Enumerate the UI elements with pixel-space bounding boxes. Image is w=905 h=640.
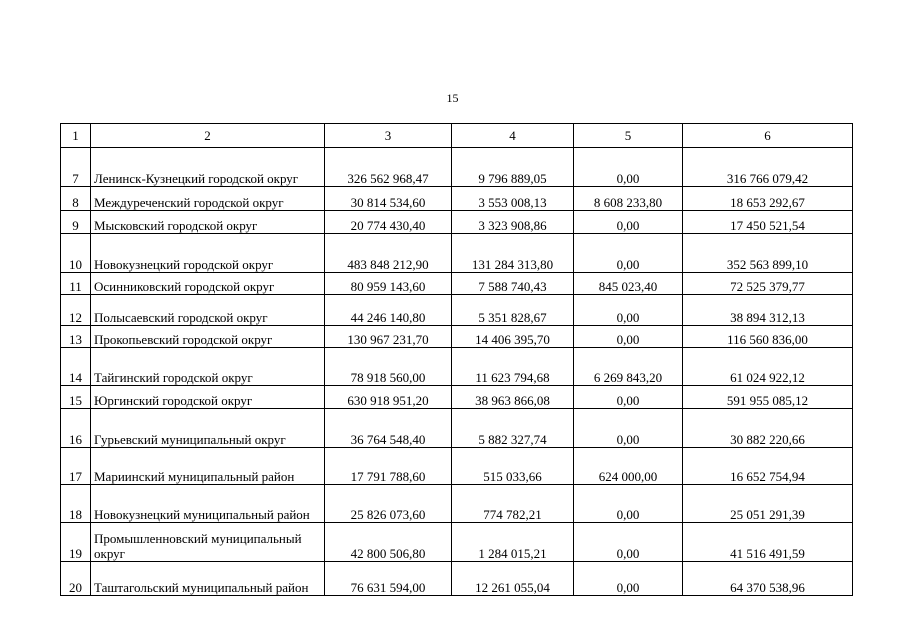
row-number-cell: 7 (61, 148, 91, 187)
column-3-value: 25 826 073,60 (325, 485, 452, 523)
column-4-value: 131 284 313,80 (452, 234, 574, 273)
column-4-value: 14 406 395,70 (452, 326, 574, 348)
column-5-value: 624 000,00 (574, 448, 683, 485)
row-number-cell: 15 (61, 386, 91, 409)
table-row (61, 295, 853, 326)
column-4-value: 11 623 794,68 (452, 348, 574, 386)
column-5-value: 6 269 843,20 (574, 348, 683, 386)
table-row (61, 234, 853, 273)
table-row (61, 326, 853, 348)
table-row (61, 448, 853, 485)
column-6-value: 116 560 836,00 (683, 326, 853, 348)
column-6-value: 61 024 922,12 (683, 348, 853, 386)
column-4-value: 9 796 889,05 (452, 148, 574, 187)
row-number-cell: 17 (61, 448, 91, 485)
column-header: 6 (683, 124, 853, 148)
column-3-value: 20 774 430,40 (325, 211, 452, 234)
column-3-value: 44 246 140,80 (325, 295, 452, 326)
column-5-value: 0,00 (574, 326, 683, 348)
row-number-cell: 11 (61, 273, 91, 295)
column-3-value: 80 959 143,60 (325, 273, 452, 295)
column-4-value: 3 553 008,13 (452, 187, 574, 211)
column-3-value: 42 800 506,80 (325, 523, 452, 562)
municipality-name-cell: Осинниковский городской округ (91, 273, 325, 295)
column-4-value: 774 782,21 (452, 485, 574, 523)
column-3-value: 326 562 968,47 (325, 148, 452, 187)
column-3-value: 78 918 560,00 (325, 348, 452, 386)
column-5-value: 0,00 (574, 295, 683, 326)
column-6-value: 64 370 538,96 (683, 562, 853, 596)
column-4-value: 5 351 828,67 (452, 295, 574, 326)
column-6-value: 38 894 312,13 (683, 295, 853, 326)
column-5-value: 0,00 (574, 234, 683, 273)
column-5-value: 845 023,40 (574, 273, 683, 295)
column-3-value: 630 918 951,20 (325, 386, 452, 409)
column-6-value: 352 563 899,10 (683, 234, 853, 273)
column-6-value: 30 882 220,66 (683, 409, 853, 448)
municipality-name-cell: Междуреченский городской округ (91, 187, 325, 211)
table-row (61, 273, 853, 295)
column-6-value: 18 653 292,67 (683, 187, 853, 211)
column-header: 1 (61, 124, 91, 148)
municipality-name-cell: Промышленновский муниципальный округ (91, 523, 325, 562)
municipality-name-cell: Прокопьевский городской округ (91, 326, 325, 348)
column-4-value: 7 588 740,43 (452, 273, 574, 295)
column-6-value: 591 955 085,12 (683, 386, 853, 409)
municipality-name-cell: Мариинский муниципальный район (91, 448, 325, 485)
column-3-value: 130 967 231,70 (325, 326, 452, 348)
table-row (61, 211, 853, 234)
column-3-value: 30 814 534,60 (325, 187, 452, 211)
column-6-value: 17 450 521,54 (683, 211, 853, 234)
table-row (61, 348, 853, 386)
column-4-value: 38 963 866,08 (452, 386, 574, 409)
table-row (61, 386, 853, 409)
column-header: 5 (574, 124, 683, 148)
column-5-value: 0,00 (574, 148, 683, 187)
column-5-value: 0,00 (574, 386, 683, 409)
column-3-value: 483 848 212,90 (325, 234, 452, 273)
column-header: 4 (452, 124, 574, 148)
data-table (60, 123, 853, 596)
row-number-cell: 16 (61, 409, 91, 448)
column-5-value: 0,00 (574, 523, 683, 562)
municipality-name-cell: Новокузнецкий муниципальный район (91, 485, 325, 523)
municipality-name-cell: Юргинский городской округ (91, 386, 325, 409)
municipality-name-cell: Мысковский городской округ (91, 211, 325, 234)
column-6-value: 41 516 491,59 (683, 523, 853, 562)
table-header-row (61, 124, 853, 148)
column-6-value: 316 766 079,42 (683, 148, 853, 187)
column-header: 3 (325, 124, 452, 148)
table-row (61, 485, 853, 523)
column-3-value: 36 764 548,40 (325, 409, 452, 448)
column-5-value: 0,00 (574, 485, 683, 523)
row-number-cell: 8 (61, 187, 91, 211)
municipality-name-cell: Ленинск-Кузнецкий городской округ (91, 148, 325, 187)
table-row (61, 187, 853, 211)
row-number-cell: 10 (61, 234, 91, 273)
column-4-value: 12 261 055,04 (452, 562, 574, 596)
row-number-cell: 13 (61, 326, 91, 348)
table-row (61, 148, 853, 187)
column-header: 2 (91, 124, 325, 148)
municipality-name-cell: Новокузнецкий городской округ (91, 234, 325, 273)
column-5-value: 8 608 233,80 (574, 187, 683, 211)
row-number-cell: 14 (61, 348, 91, 386)
column-6-value: 16 652 754,94 (683, 448, 853, 485)
row-number-cell: 18 (61, 485, 91, 523)
municipality-name-cell: Таштагольский муниципальный район (91, 562, 325, 596)
table-row (61, 562, 853, 596)
column-5-value: 0,00 (574, 211, 683, 234)
column-3-value: 76 631 594,00 (325, 562, 452, 596)
row-number-cell: 12 (61, 295, 91, 326)
municipality-name-cell: Полысаевский городской округ (91, 295, 325, 326)
row-number-cell: 9 (61, 211, 91, 234)
page-number: 15 (446, 91, 459, 105)
column-5-value: 0,00 (574, 409, 683, 448)
column-5-value: 0,00 (574, 562, 683, 596)
table-row (61, 523, 853, 562)
column-4-value: 5 882 327,74 (452, 409, 574, 448)
row-number-cell: 19 (61, 523, 91, 562)
column-3-value: 17 791 788,60 (325, 448, 452, 485)
column-4-value: 3 323 908,86 (452, 211, 574, 234)
column-4-value: 515 033,66 (452, 448, 574, 485)
row-number-cell: 20 (61, 562, 91, 596)
municipality-name-cell: Тайгинский городской округ (91, 348, 325, 386)
column-4-value: 1 284 015,21 (452, 523, 574, 562)
column-6-value: 72 525 379,77 (683, 273, 853, 295)
municipality-name-cell: Гурьевский муниципальный округ (91, 409, 325, 448)
table-row (61, 409, 853, 448)
column-6-value: 25 051 291,39 (683, 485, 853, 523)
